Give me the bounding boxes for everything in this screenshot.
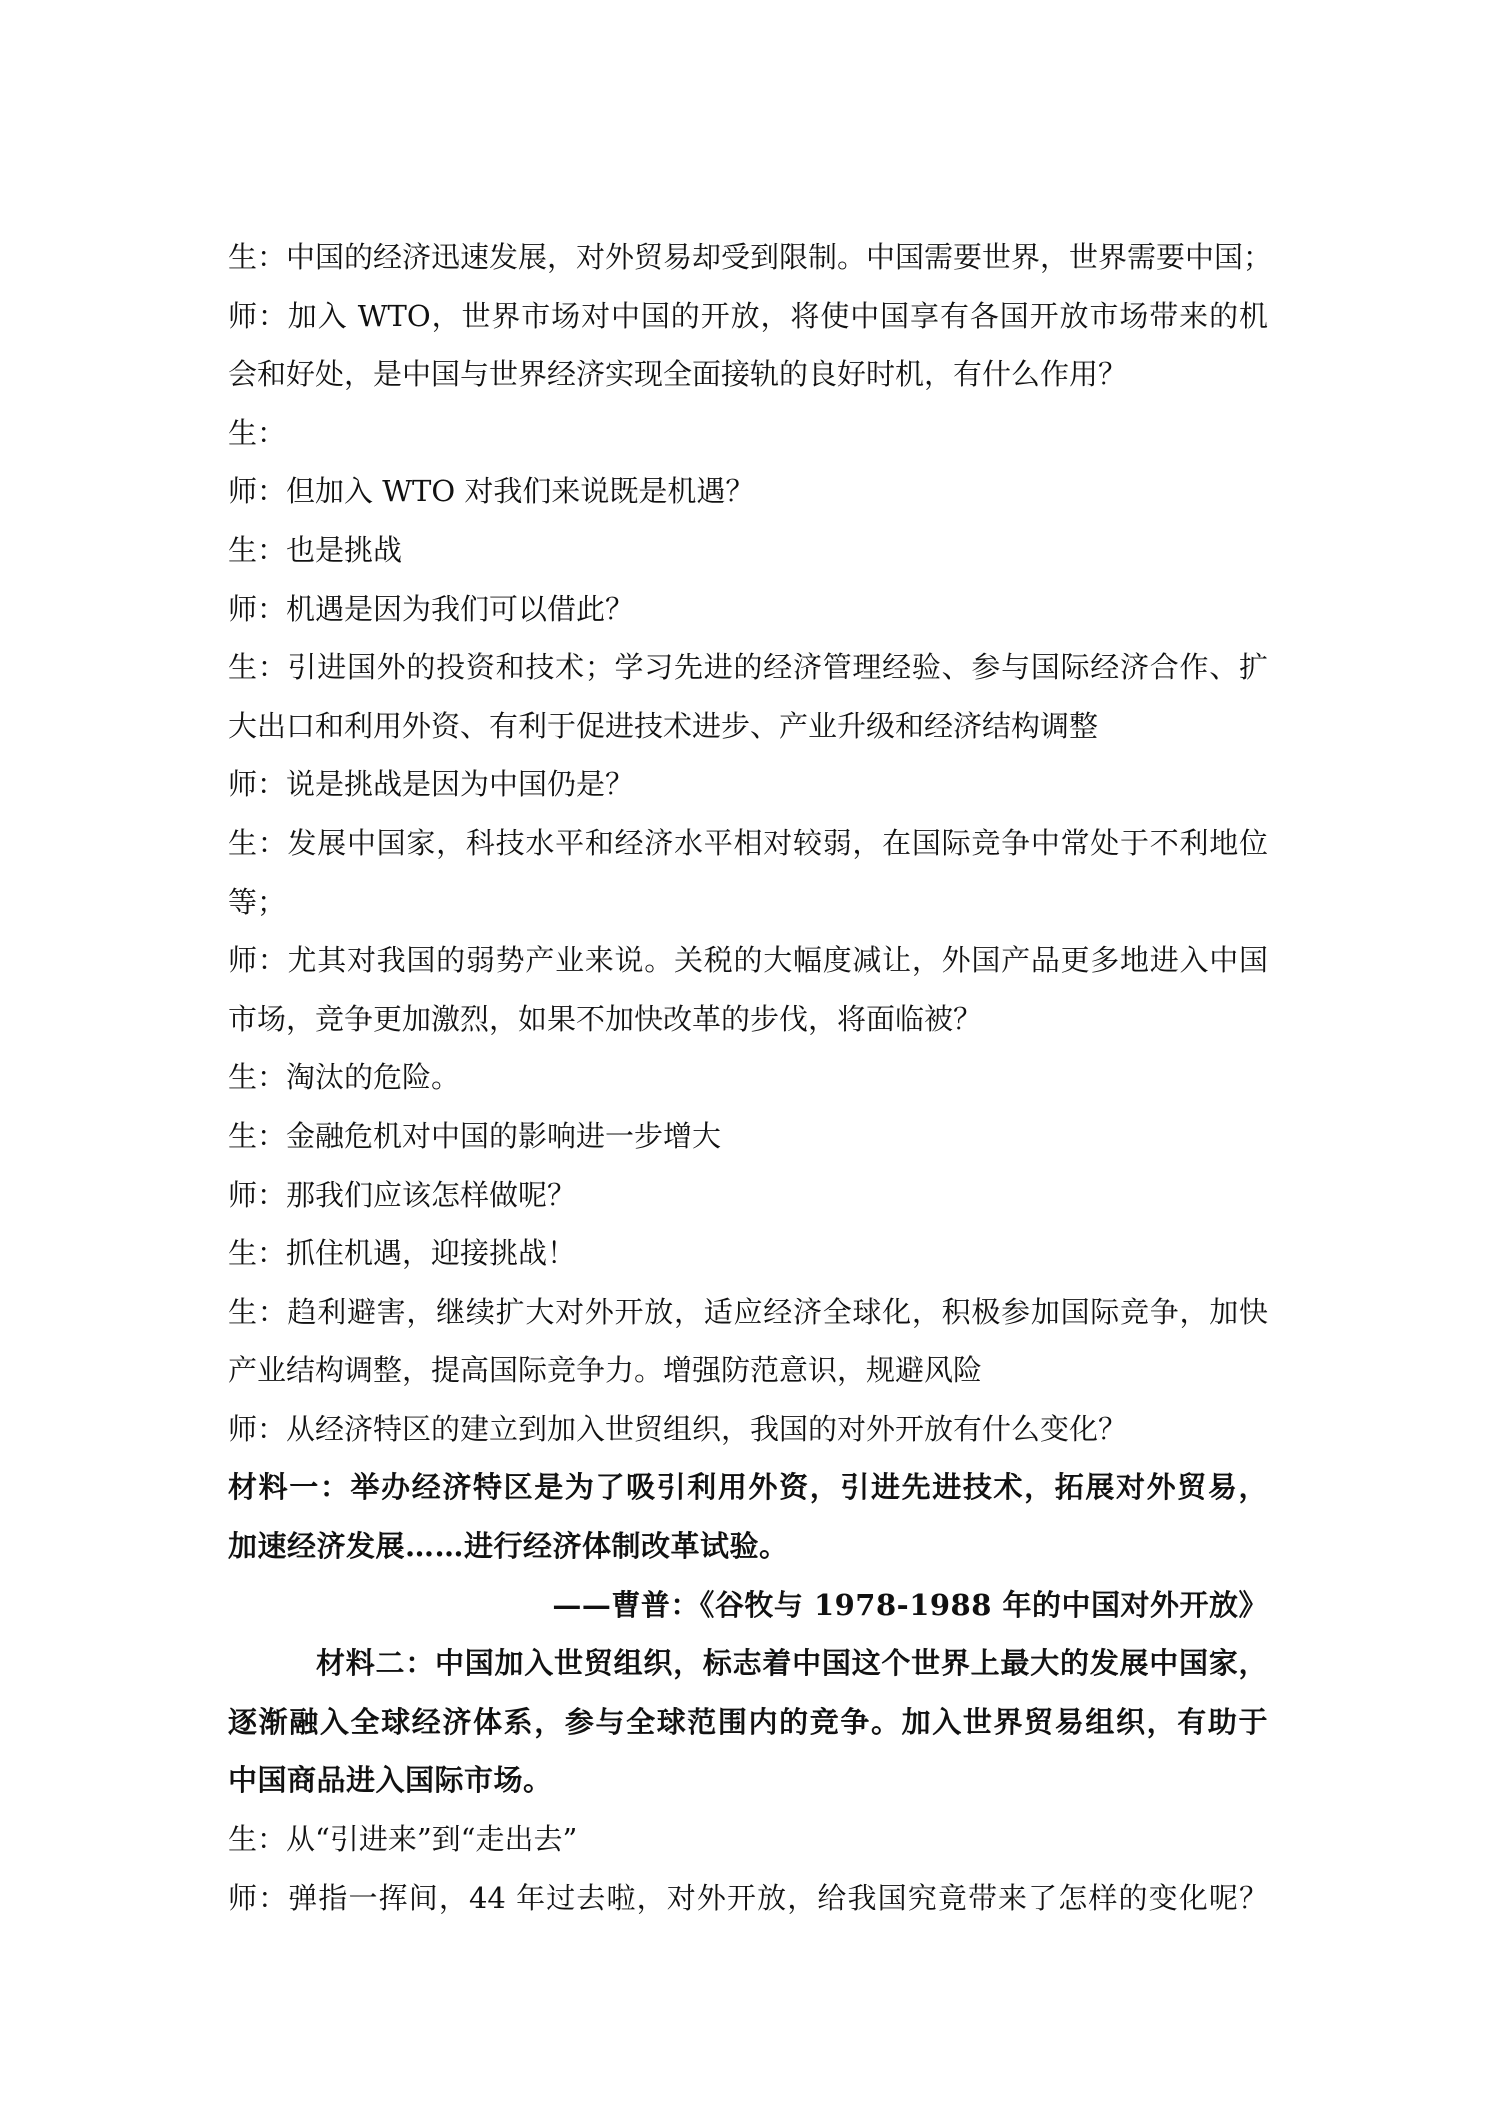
- dialogue-line: 生：金融危机对中国的影响进一步增大: [228, 1118, 722, 1153]
- dialogue-line: 生：: [228, 415, 287, 450]
- dialogue-line: 师：尤其对我国的弱势产业来说。关税的大幅度减让，外国产品更多地进入中国: [228, 943, 1268, 978]
- dialogue-line: 产业结构调整，提高国际竞争力。增强防范意识，规避风险: [228, 1353, 983, 1388]
- dialogue-line: 师：机遇是因为我们可以借此？: [228, 591, 635, 626]
- material-one-line: 材料一：举办经济特区是为了吸引利用外资，引进先进技术，拓展对外贸易，: [228, 1470, 1268, 1505]
- dialogue-line: 市场，竞争更加激烈，如果不加快改革的步伐，将面临被？: [228, 1001, 983, 1036]
- dialogue-line: 生：引进国外的投资和技术；学习先进的经济管理经验、参与国际经济合作、扩: [228, 650, 1268, 685]
- dialogue-line: 师：弹指一挥间，44 年过去啦，对外开放，给我国究竟带来了怎样的变化呢？: [228, 1880, 1268, 1915]
- dialogue-line: 等；: [228, 884, 287, 919]
- dialogue-line: 师：那我们应该怎样做呢？: [228, 1177, 577, 1212]
- dialogue-line: 师：加入 WTO，世界市场对中国的开放，将使中国享有各国开放市场带来的机: [228, 298, 1268, 333]
- dialogue-line: 生：中国的经济迅速发展，对外贸易却受到限制。中国需要世界，世界需要中国；: [228, 240, 1273, 274]
- dialogue-line: 生：从“引进来”到“走出去”: [228, 1822, 578, 1857]
- dialogue-line: 生：淘汰的危险。: [228, 1060, 461, 1095]
- dialogue-line: 师：但加入 WTO 对我们来说既是机遇？: [228, 474, 755, 509]
- dialogue-line: 生：抓住机遇，迎接挑战！: [228, 1236, 577, 1271]
- material-one-line: 加速经济发展……进行经济体制改革试验。: [228, 1529, 789, 1564]
- material-two-line: 逐渐融入全球经济体系，参与全球范围内的竞争。加入世界贸易组织，有助于: [228, 1704, 1268, 1739]
- material-one-source: ——曹普：《谷牧与 1978-1988 年的中国对外开放》: [552, 1587, 1268, 1622]
- document-page: [228, 228, 1273, 1927]
- dialogue-line: 师：从经济特区的建立到加入世贸组织，我国的对外开放有什么变化？: [228, 1411, 1128, 1446]
- dialogue-line: 大出口和利用外资、有利于促进技术进步、产业升级和经济结构调整: [228, 708, 1099, 743]
- dialogue-line: 生：发展中国家，科技水平和经济水平相对较弱，在国际竞争中常处于不利地位: [228, 825, 1268, 860]
- material-two-line: 材料二：中国加入世贸组织，标志着中国这个世界上最大的发展中国家，: [316, 1646, 1268, 1681]
- dialogue-line: 生：也是挑战: [228, 532, 403, 567]
- material-two-line: 中国商品进入国际市场。: [228, 1763, 553, 1798]
- dialogue-line: 会和好处，是中国与世界经济实现全面接轨的良好时机，有什么作用？: [228, 357, 1128, 392]
- dialogue-line: 生：趋利避害，继续扩大对外开放，适应经济全球化，积极参加国际竞争，加快: [228, 1294, 1268, 1329]
- dialogue-line: 师：说是挑战是因为中国仍是？: [228, 767, 635, 802]
